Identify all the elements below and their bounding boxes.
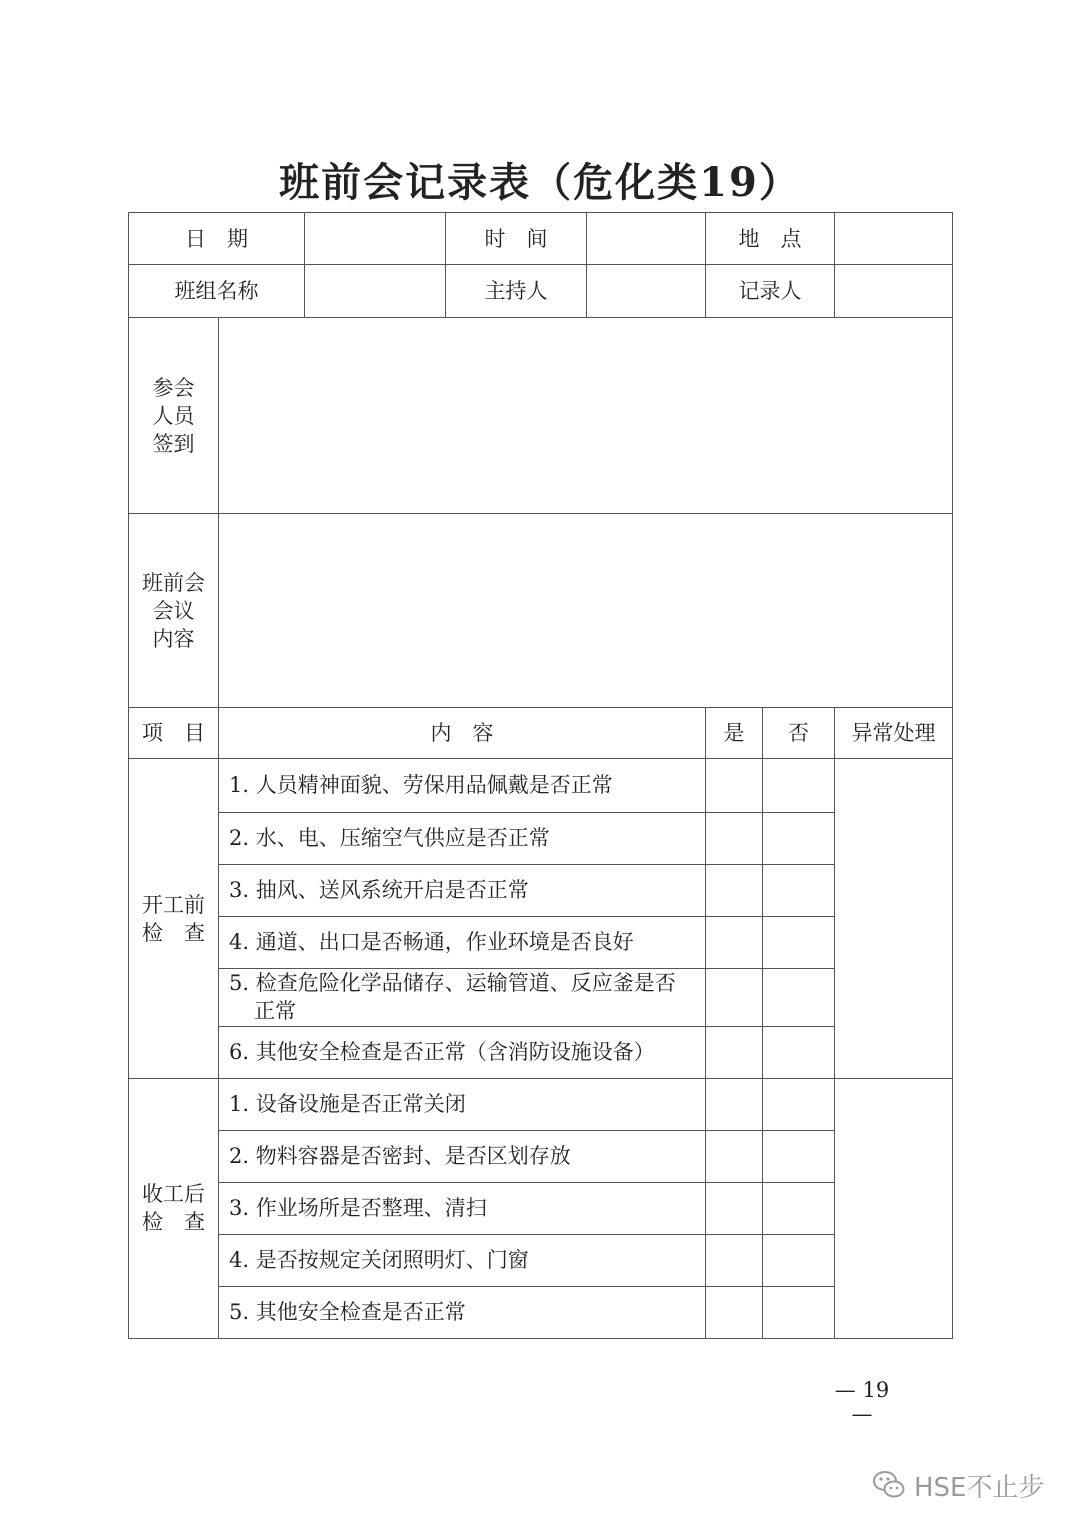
host-field[interactable]	[587, 265, 706, 318]
wechat-icon	[872, 1468, 906, 1502]
checklist-item: 1. 人员精神面貌、劳保用品佩戴是否正常	[219, 759, 706, 812]
date-label: 日 期	[129, 213, 305, 265]
yes-checkbox[interactable]	[706, 759, 763, 812]
time-label: 时 间	[446, 213, 587, 265]
yes-checkbox[interactable]	[706, 1182, 763, 1234]
checklist-item: 3. 抽风、送风系统开启是否正常	[219, 864, 706, 916]
attendance-signature-field[interactable]	[219, 318, 953, 514]
attendance-label-line: 参会	[152, 375, 195, 400]
host-label: 主持人	[446, 265, 587, 318]
checklist-item	[219, 968, 706, 1026]
watermark-text: HSE不止步	[914, 1472, 1045, 1503]
attendance-label-line: 人员	[152, 403, 195, 428]
checklist-item: 2. 物料容器是否密封、是否区划存放	[219, 1130, 706, 1182]
time-field[interactable]	[587, 213, 706, 265]
watermark	[872, 1465, 1044, 1505]
team-name-field[interactable]	[305, 265, 446, 318]
attendance-label	[129, 318, 219, 514]
no-checkbox[interactable]	[763, 864, 835, 916]
pre-work-label-line: 检 查	[142, 920, 205, 945]
pre-work-label-line: 开工前	[142, 892, 205, 917]
exception-header: 异常处理	[835, 708, 953, 759]
content-header: 内 容	[219, 708, 706, 759]
no-checkbox[interactable]	[763, 759, 835, 812]
checklist-item-text: 5. 检查危险化学品储存、运输管道、反应釜是否正常	[229, 971, 676, 1024]
checklist-item: 3. 作业场所是否整理、清扫	[219, 1182, 706, 1234]
meeting-content-label	[129, 514, 219, 708]
post-work-label-line: 检 查	[142, 1210, 205, 1235]
checklist-item: 1. 设备设施是否正常关闭	[219, 1078, 706, 1130]
team-name-label: 班组名称	[129, 265, 305, 318]
yes-checkbox[interactable]	[706, 1234, 763, 1286]
post-work-check-label	[129, 1078, 219, 1338]
no-checkbox[interactable]	[763, 812, 835, 864]
item-header: 项 目	[129, 708, 219, 759]
yes-checkbox[interactable]	[706, 1130, 763, 1182]
no-checkbox[interactable]	[763, 1026, 835, 1078]
checklist-item: 4. 是否按规定关闭照明灯、门窗	[219, 1234, 706, 1286]
yes-header: 是	[706, 708, 763, 759]
meeting-label-line: 会议	[152, 598, 195, 623]
attendance-label-line: 签到	[152, 431, 195, 456]
yes-checkbox[interactable]	[706, 1026, 763, 1078]
pre-work-exception-field[interactable]	[835, 759, 953, 1078]
yes-checkbox[interactable]	[706, 968, 763, 1026]
date-field[interactable]	[305, 213, 446, 265]
post-work-label-line: 收工后	[142, 1182, 205, 1207]
location-field[interactable]	[835, 213, 953, 265]
pre-work-check-label	[129, 759, 219, 1078]
checklist-item: 6. 其他安全检查是否正常（含消防设施设备）	[219, 1026, 706, 1078]
yes-checkbox[interactable]	[706, 916, 763, 968]
no-checkbox[interactable]	[763, 1234, 835, 1286]
post-work-exception-field[interactable]	[835, 1078, 953, 1338]
checklist-item: 5. 其他安全检查是否正常	[219, 1286, 706, 1338]
meeting-record-form	[128, 212, 953, 1339]
no-checkbox[interactable]	[763, 916, 835, 968]
no-checkbox[interactable]	[763, 1078, 835, 1130]
meeting-label-line: 内容	[152, 626, 195, 651]
no-checkbox[interactable]	[763, 968, 835, 1026]
no-header: 否	[763, 708, 835, 759]
recorder-label: 记录人	[706, 265, 835, 318]
no-checkbox[interactable]	[763, 1130, 835, 1182]
checklist-item: 2. 水、电、压缩空气供应是否正常	[219, 812, 706, 864]
page-number: — 19 —	[834, 1378, 890, 1426]
location-label: 地 点	[706, 213, 835, 265]
no-checkbox[interactable]	[763, 1286, 835, 1338]
yes-checkbox[interactable]	[706, 812, 763, 864]
meeting-content-field[interactable]	[219, 514, 953, 708]
yes-checkbox[interactable]	[706, 1078, 763, 1130]
page-title: 班前会记录表（危化类19）	[279, 159, 801, 206]
checklist-item: 4. 通道、出口是否畅通，作业环境是否良好	[219, 916, 706, 968]
yes-checkbox[interactable]	[706, 1286, 763, 1338]
yes-checkbox[interactable]	[706, 864, 763, 916]
meeting-label-line: 班前会	[142, 570, 205, 595]
no-checkbox[interactable]	[763, 1182, 835, 1234]
recorder-field[interactable]	[835, 265, 953, 318]
